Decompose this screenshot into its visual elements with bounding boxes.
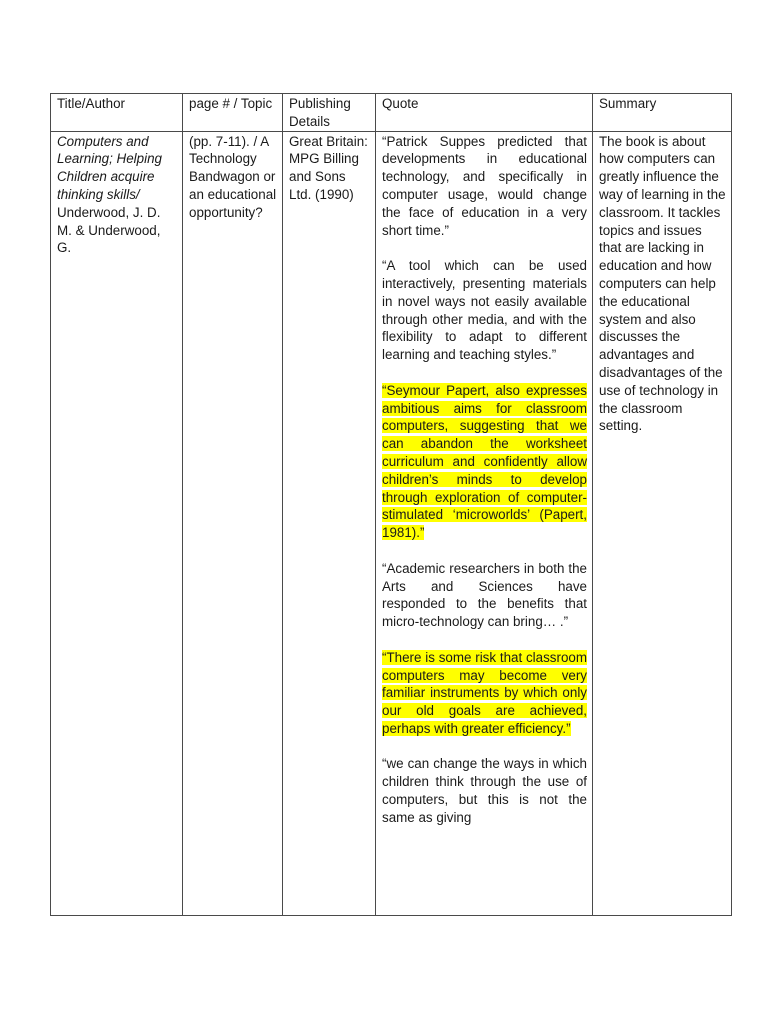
header-row <box>51 94 732 132</box>
header-title-author: Title/Author <box>51 94 183 132</box>
book-authors: Underwood, J. D. M. & Underwood, G. <box>57 204 161 256</box>
header-publishing-details: Publishing Details <box>283 94 376 132</box>
quote-text: “A tool which can be used interactively, presenting materials in novel ways not easily available through other media, and with the flexibility to adapt to different learning and teaching styles.” <box>382 258 587 363</box>
quote-paragraph-highlighted <box>382 649 587 738</box>
annotated-bibliography-table <box>50 93 732 916</box>
table-row <box>51 131 732 915</box>
quote-text: “we can change the ways in which children think through the use of computers, but this is not the same as giving <box>382 756 587 825</box>
page-topic-cell: (pp. 7-11). / A Technology Bandwagon or an educational opportunity? <box>183 131 283 915</box>
quote-paragraph-highlighted <box>382 382 587 542</box>
quote-cell <box>376 131 593 915</box>
title-author-cell <box>51 131 183 915</box>
quote-paragraph <box>382 560 587 631</box>
highlighted-quote-text: “There is some risk that classroom computers may become very familiar instruments by which only our old goals are achieved, perhaps with greater efficiency.” <box>382 649 587 736</box>
quote-paragraph <box>382 755 587 826</box>
quote-paragraph <box>382 257 587 364</box>
publishing-details-cell: Great Britain: MPG Billing and Sons Ltd. (1990) <box>283 131 376 915</box>
header-summary: Summary <box>593 94 732 132</box>
header-quote: Quote <box>376 94 593 132</box>
quote-paragraph <box>382 133 587 240</box>
header-page-topic: page # / Topic <box>183 94 283 132</box>
highlighted-quote-text: “Seymour Papert, also expresses ambitious aims for classroom computers, suggesting that we can abandon the worksheet curriculum and confidently allow children’s minds to develop through exploration of computer-stimulated ‘microworlds’ (Papert, 1981).” <box>382 382 587 541</box>
quote-text: “Patrick Suppes predicted that developments in educational technology, and specifically in computer usage, would change the face of education in a very short time.” <box>382 133 587 238</box>
book-title: Computers and Learning; Helping Children acquire thinking skills/ <box>57 133 162 202</box>
quote-text: “Academic researchers in both the Arts and Sciences have responded to the benefits that micro-technology can bring… .” <box>382 560 587 630</box>
summary-cell: The book is about how computers can greatly influence the way of learning in the classroom. It tackles topics and issues that are lacking in education and how computers can help the educational system and also discusses the advantages and disadvantages of the use of technology in the classroom setting. <box>593 131 732 915</box>
